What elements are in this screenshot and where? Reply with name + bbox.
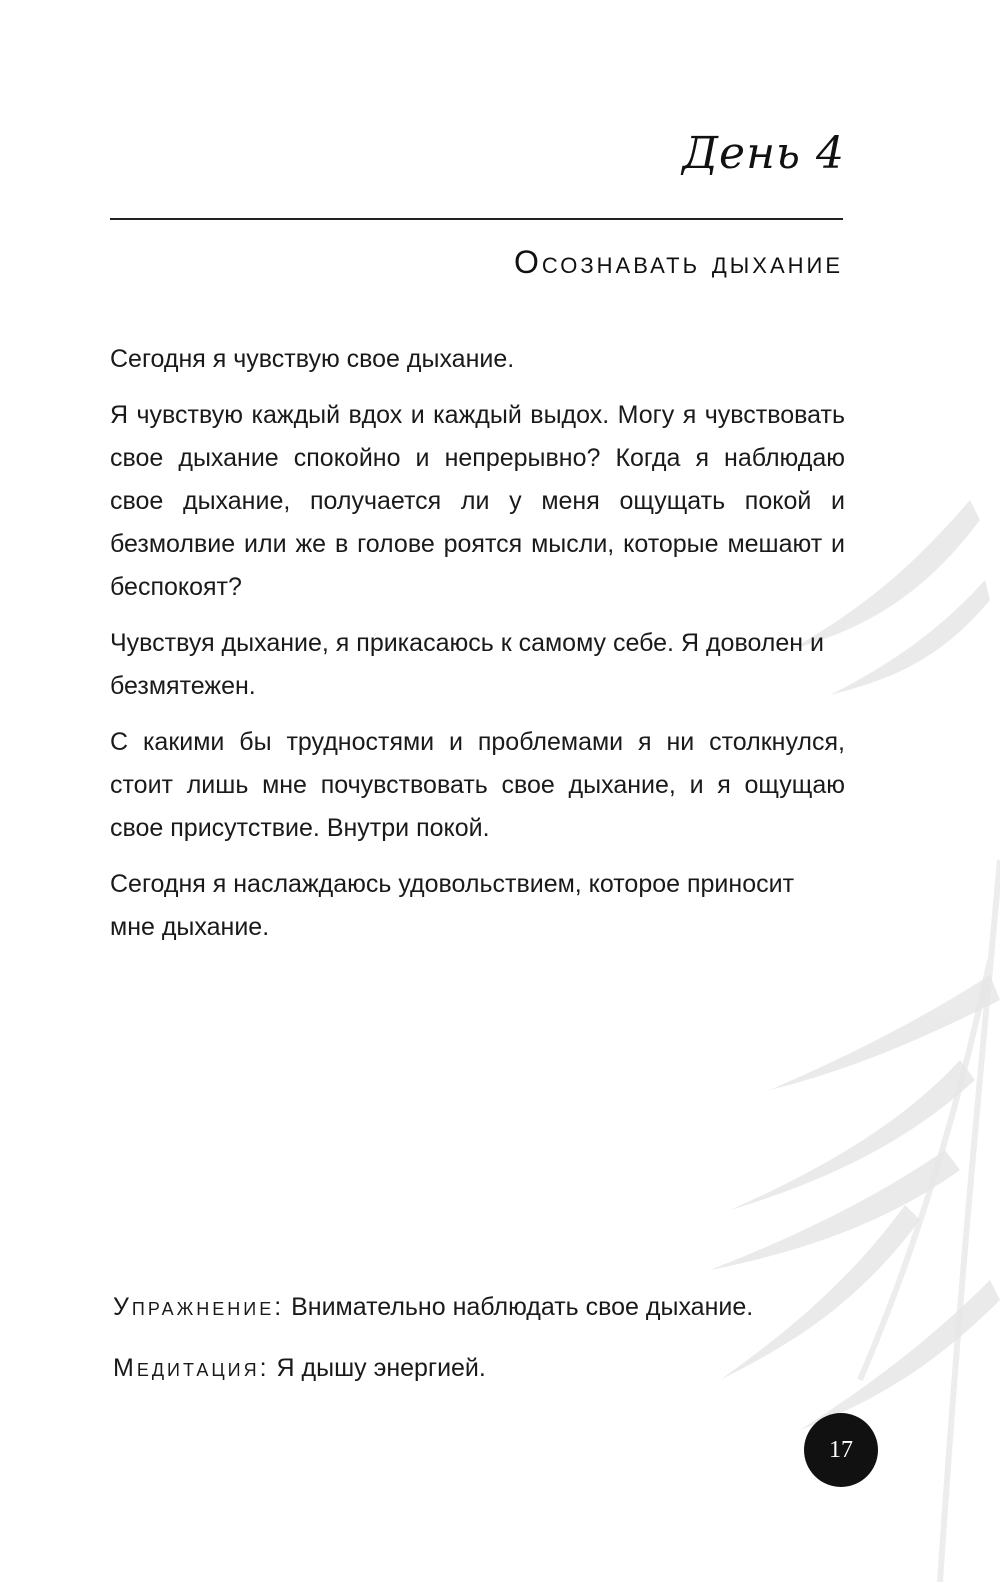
meditation-note bbox=[113, 1351, 873, 1385]
title-divider bbox=[110, 218, 843, 220]
meditation-label: Медитация: bbox=[113, 1354, 270, 1382]
body-text bbox=[110, 338, 845, 962]
exercise-note bbox=[113, 1290, 873, 1324]
page-number-badge: 17 bbox=[804, 1413, 878, 1487]
day-title: День 4 bbox=[682, 128, 845, 179]
paragraph: Я чувствую каждый вдох и каждый выдох. Могу я чувствовать свое дыхание спокойно и непрерывно? Когда я наблюдаю свое дыхание, получается ли у меня ощущать покой и безмолвие или же в голове роятся мысли, которые мешают и беспокоят? bbox=[110, 401, 845, 601]
paragraph: Чувствуя дыхание, я прикасаюсь к самому себе. Я доволен и безмятежен. bbox=[110, 629, 825, 700]
paragraph: С какими бы трудностями и проблемами я ни столкнулся, стоит лишь мне почувствовать свое дыхание, и я ощущаю свое присутствие. Внутри покой. bbox=[110, 728, 845, 842]
exercise-label: Упражнение: bbox=[113, 1293, 285, 1321]
paragraph: Сегодня я чувствую свое дыхание. bbox=[110, 345, 515, 373]
exercise-text: Внимательно наблюдать свое дыхание. bbox=[291, 1293, 754, 1321]
paragraph: Сегодня я наслаждаюсь удовольствием, которое приносит мне дыхание. bbox=[110, 870, 795, 941]
footer-notes bbox=[113, 1290, 873, 1412]
chapter-title: Осознавать дыхание bbox=[513, 244, 843, 280]
meditation-text: Я дышу энергией. bbox=[276, 1354, 486, 1382]
